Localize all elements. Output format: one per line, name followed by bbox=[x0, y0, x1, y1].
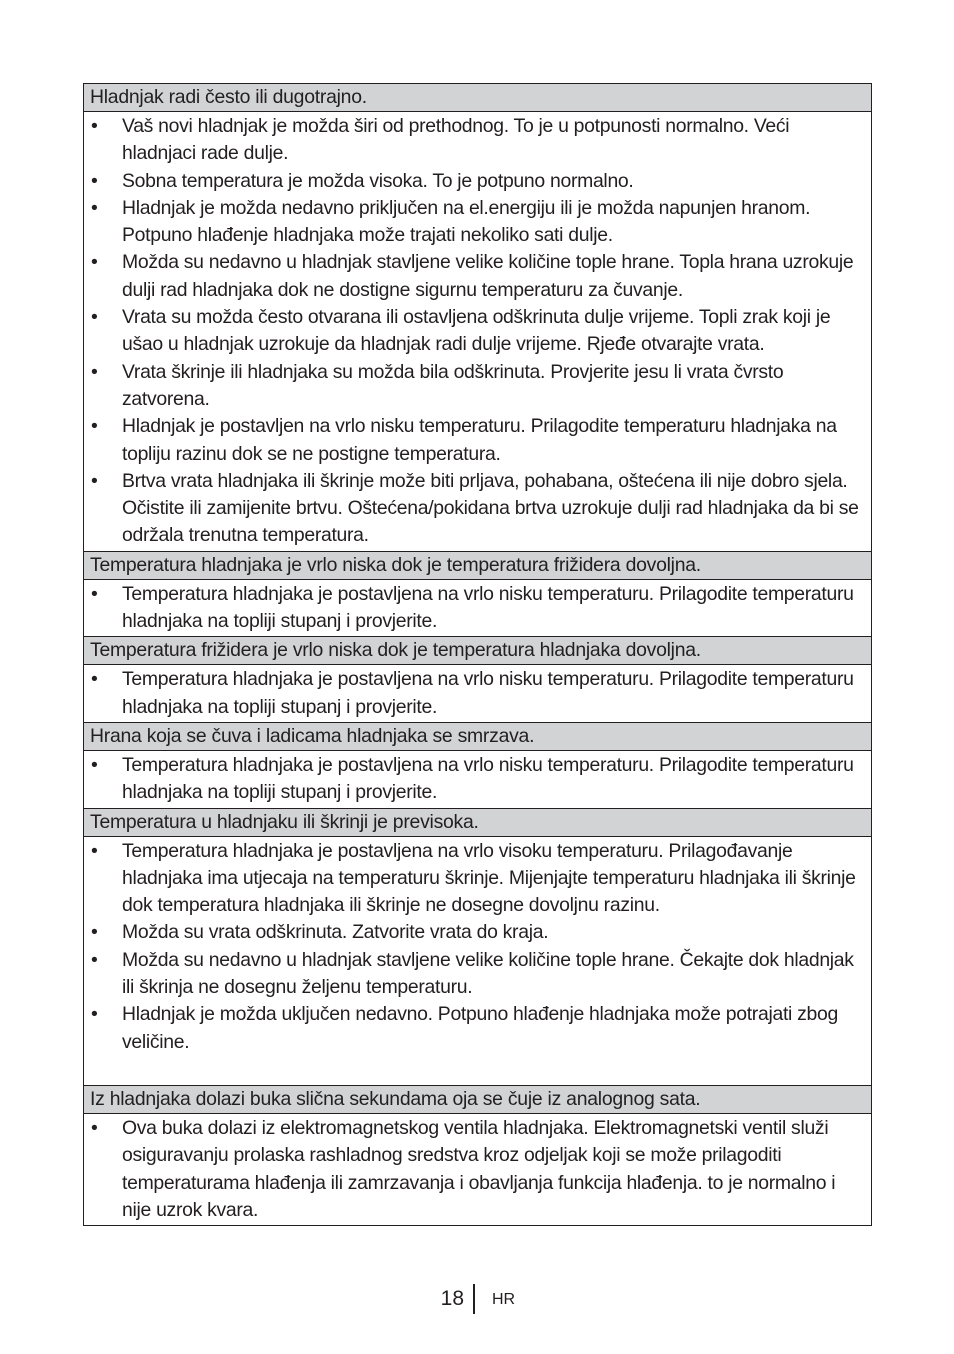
bullet-list bbox=[84, 112, 871, 551]
section-body bbox=[84, 750, 872, 808]
section-body bbox=[84, 665, 872, 723]
bullet-icon: • bbox=[91, 1116, 98, 1139]
bullet-icon: • bbox=[91, 360, 98, 383]
section-heading: Iz hladnjaka dolazi buka slična sekundama oja se čuje iz analognog sata. bbox=[84, 1085, 872, 1113]
bullet-icon: • bbox=[91, 415, 98, 438]
list-item: • Vrata su možda često otvarana ili ostavljena odškrinuta dulje vrijeme. Topli zrak koji je ušao u hladnjak uzrokuje da hladnjak radi dulje vrijeme. Rjeđe otvarajte vrata. bbox=[91, 306, 831, 356]
bullet-icon: • bbox=[91, 469, 98, 492]
bullet-icon: • bbox=[91, 251, 98, 274]
bullet-icon: • bbox=[91, 169, 98, 192]
page-footer bbox=[0, 1284, 954, 1316]
list-item: • Temperatura hladnjaka je postavljena na vrlo nisku temperaturu. Prilagodite temperaturu hladnjaka na topliji stupanj i provjerite. bbox=[91, 668, 854, 718]
section-heading: Hladnjak radi često ili dugotrajno. bbox=[84, 84, 872, 112]
section-body bbox=[84, 1113, 872, 1225]
footer-divider bbox=[473, 1284, 475, 1314]
list-item: • Možda su nedavno u hladnjak stavljene velike količine tople hrane. Čekajte dok hladnjak ili škrinja ne dosegnu željenu temperaturu. bbox=[91, 948, 854, 999]
bullet-icon: • bbox=[91, 196, 98, 219]
list-item: • Možda su vrata odškrinuta. Zatvorite vrata do kraja. bbox=[84, 919, 871, 946]
list-item: • Vrata škrinje ili hladnjaka su možda bila odškrinuta. Provjerite jesu li vrata čvrsto zatvorena. bbox=[91, 360, 784, 410]
bullet-icon: • bbox=[91, 306, 98, 329]
spacer bbox=[84, 1057, 871, 1085]
list-item: • Temperatura hladnjaka je postavljena na vrlo nisku temperaturu. Prilagodite temperaturu hladnjaka na topliji stupanj i provjerite. bbox=[91, 753, 854, 804]
bullet-icon: • bbox=[91, 1003, 98, 1026]
section-body bbox=[84, 836, 872, 1085]
page-number: 18 bbox=[440, 1287, 464, 1310]
bullet-icon: • bbox=[91, 582, 98, 605]
list-item: • Ova buka dolazi iz elektromagnetskog ventila hladnjaka. Elektromagnetski ventil služi osiguravanju prolaska rashladnog sredstva kroz odjeljak koji se može prilagoditi temperaturama hlađenja ili zamrzavanja i obavljanja funkcija hlađenja. to je normalno i nije uzrok kvara. bbox=[91, 1116, 836, 1221]
section-heading: Hrana koja se čuva i ladicama hladnjaka se smrzava. bbox=[84, 722, 872, 750]
list-item: • Brtva vrata hladnjaka ili škrinje može biti prljava, pohabana, oštećena ili nije dobro sjela. Očistite ili zamijenite brtvu. Oštećena/pokidana brtva uzrokuje dulji rad hladnjaka da bi se održala trenutna temperatura. bbox=[91, 469, 859, 547]
bullet-icon: • bbox=[91, 921, 98, 944]
section-heading: Temperatura frižidera je vrlo niska dok je temperatura hladnjaka dovoljna. bbox=[84, 637, 872, 665]
bullet-list bbox=[84, 1114, 871, 1225]
bullet-list bbox=[84, 751, 871, 808]
language-code: HR bbox=[492, 1291, 516, 1308]
list-item: • Vaš novi hladnjak je možda širi od prethodnog. To je u potpunosti normalno. Veći hladnjaci rade dulje. bbox=[91, 115, 790, 165]
list-item: • Temperatura hladnjaka je postavljena na vrlo nisku temperaturu. Prilagodite temperaturu hladnjaka na topliji stupanj i provjerite. bbox=[91, 582, 854, 633]
bullet-icon: • bbox=[91, 753, 98, 776]
section-body bbox=[84, 579, 872, 637]
bullet-icon: • bbox=[91, 668, 98, 691]
section-heading: Temperatura u hladnjaku ili škrinji je previsoka. bbox=[84, 808, 872, 836]
list-item: • Hladnjak je postavljen na vrlo nisku temperaturu. Prilagodite temperaturu hladnjaka na topliju razinu dok se ne postigne temperatura. bbox=[91, 415, 837, 465]
bullet-list bbox=[84, 837, 871, 1057]
troubleshooting-table bbox=[83, 83, 872, 1226]
bullet-list bbox=[84, 665, 871, 722]
list-item: • Možda su nedavno u hladnjak stavljene velike količine tople hrane. Topla hrana uzrokuje dulji rad hladnjaka dok ne dostigne sigurnu temperaturu za čuvanje. bbox=[91, 251, 854, 301]
section-body bbox=[84, 112, 872, 552]
list-item: • Temperatura hladnjaka je postavljena na vrlo visoku temperaturu. Prilagođavanje hladnjaka ima utjecaja na temperaturu škrinje. Mijenjajte temperaturu hladnjaka ili škrinje dok temperatura hladnjaka ili škrinje ne dosegne dovoljnu razinu. bbox=[91, 839, 856, 917]
section-heading: Temperatura hladnjaka je vrlo niska dok je temperatura frižidera dovoljna. bbox=[84, 551, 872, 579]
list-item: • Hladnjak je možda uključen nedavno. Potpuno hlađenje hladnjaka može potrajati zbog veličine. bbox=[91, 1003, 838, 1053]
bullet-list bbox=[84, 580, 871, 637]
bullet-icon: • bbox=[91, 115, 98, 137]
bullet-icon: • bbox=[91, 839, 98, 862]
list-item: • Hladnjak je možda nedavno priključen na el.energiju ili je možda napunjen hranom. Potpuno hlađenje hladnjaka može trajati nekoliko sati dulje. bbox=[91, 196, 811, 247]
list-item: • Sobna temperatura je možda visoka. To je potpuno normalno. bbox=[84, 168, 871, 195]
bullet-icon: • bbox=[91, 948, 98, 971]
